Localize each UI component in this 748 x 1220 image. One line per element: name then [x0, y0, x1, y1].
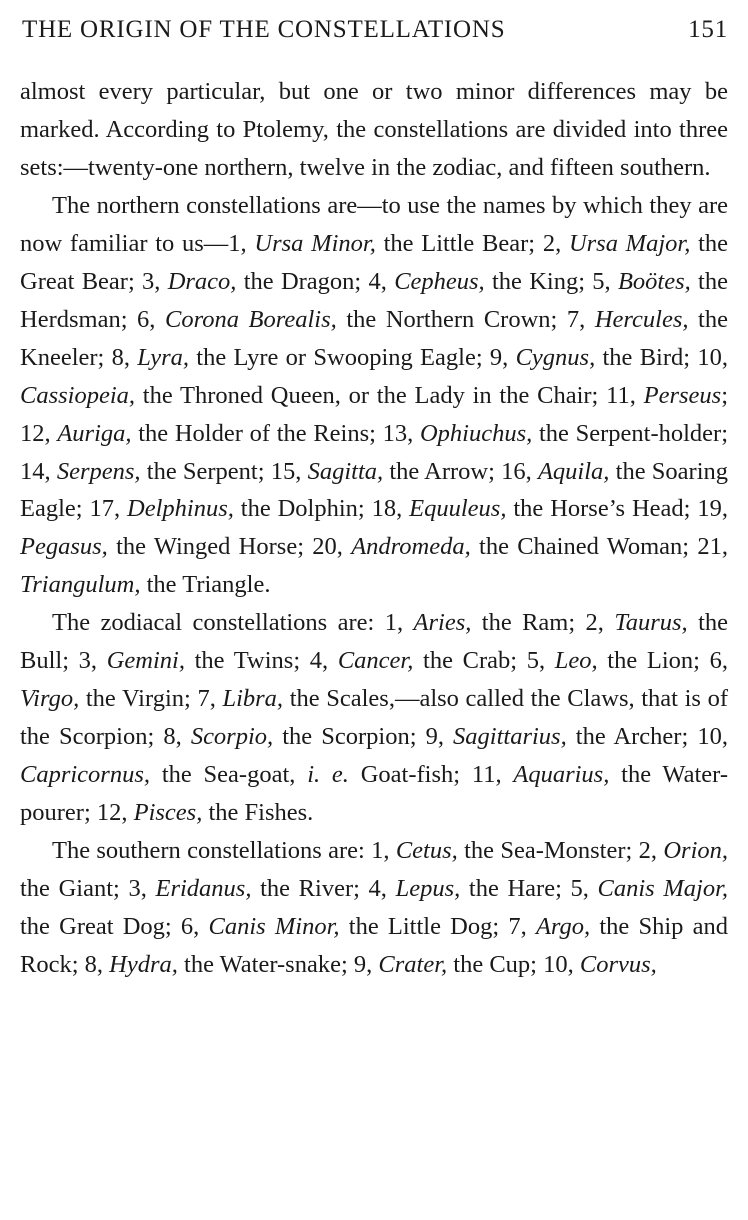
text-run: the Sea-Monster; 2, [457, 837, 664, 865]
text-run: the Water-snake; 9, [177, 950, 379, 978]
text-run: the Bull; 3, [20, 609, 728, 675]
italic-term: Ursa Minor, [254, 229, 376, 257]
italic-term: Canis Minor, [208, 912, 340, 940]
text-run: the Herdsman; 6, [20, 267, 728, 333]
italic-term: Virgo, [20, 685, 80, 713]
italic-term: Corona Borealis, [165, 305, 337, 333]
text-run: the Bird; 10, [595, 343, 728, 371]
italic-term: Aquila, [537, 457, 610, 485]
italic-term: Lepus, [395, 875, 461, 903]
text-run: the Great Bear; 3, [20, 229, 729, 295]
italic-term: Triangulum, [20, 571, 141, 599]
italic-term: Scorpio, [190, 723, 274, 751]
paragraph [20, 604, 728, 832]
italic-term: Serpens, [56, 457, 141, 485]
body-text [20, 73, 728, 984]
italic-term: Corvus, [579, 950, 657, 978]
italic-term: i. e. [307, 761, 349, 789]
text-run: the Scorpion; 9, [273, 723, 454, 751]
text-run: the Horse’s Head; 19, [506, 495, 728, 523]
text-run: the Northern Crown; 7, [336, 305, 595, 333]
text-run: the Water-pourer; 12, [20, 761, 728, 827]
italic-term: Libra, [222, 685, 284, 713]
running-title: THE ORIGIN OF THE CONSTELLATIONS [22, 16, 506, 43]
text-run: the Kneeler; 8, [20, 305, 728, 371]
italic-term: Pegasus, [20, 533, 108, 561]
text-run: the Winged Horse; 20, [107, 533, 352, 561]
italic-term: Eridanus, [155, 875, 252, 903]
text-run: the Little Dog; 7, [339, 912, 536, 940]
text-run: the Ram; 2, [471, 609, 615, 637]
italic-term: Capricornus, [20, 761, 151, 789]
italic-term: Aries, [413, 609, 472, 637]
text-run: the River; 4, [251, 875, 396, 903]
text-run: The southern constellations are: 1, [52, 837, 396, 865]
italic-term: Gemini, [106, 647, 185, 675]
text-run: the Virgin; 7, [79, 685, 223, 713]
text-run: the Giant; 3, [20, 875, 156, 903]
italic-term: Cetus, [395, 837, 458, 865]
text-run: the Little Bear; 2, [375, 229, 569, 257]
italic-term: Ursa Major, [568, 229, 691, 257]
italic-term: Sagittarius, [453, 723, 567, 751]
italic-term: Sagitta, [307, 457, 384, 485]
italic-term: Taurus, [614, 609, 688, 637]
text-run: the Lion; 6, [597, 647, 729, 675]
italic-term: Draco, [167, 267, 237, 295]
text-run: the Dolphin; 18, [233, 495, 410, 523]
italic-term: Canis Major, [597, 875, 729, 903]
text-run: The zodiacal constellations are: 1, [52, 609, 414, 637]
text-run: the Chained Woman; 21, [470, 533, 728, 561]
text-run: the Arrow; 16, [383, 457, 538, 485]
paragraph [20, 73, 728, 187]
italic-term: Auriga, [57, 419, 132, 447]
text-run: ; 12, [20, 381, 728, 447]
text-run: The northern constellations are—to use the names by which they are now familiar to us—1, [20, 191, 728, 257]
italic-term: Cepheus, [394, 267, 485, 295]
italic-term: Leo, [554, 647, 598, 675]
italic-term: Aquarius, [513, 761, 610, 789]
italic-term: Crater, [378, 950, 448, 978]
italic-term: Hydra, [109, 950, 178, 978]
text-run: the Great Dog; 6, [20, 912, 209, 940]
running-header [22, 16, 728, 56]
italic-term: Andromeda, [351, 533, 471, 561]
paragraph [20, 187, 728, 604]
text-run: the Serpent-holder; 14, [20, 419, 729, 485]
italic-term: Cygnus, [515, 343, 596, 371]
italic-term: Equuleus, [409, 495, 507, 523]
text-run: the Throned Queen, or the Lady in the Chair; 11, [135, 381, 644, 409]
text-run: almost every particular, but one or two minor differences may be marked. According to Ptolemy, the constellations are divided into three sets:—twenty-one northern, twelve in the zodiac, and fifteen southern. [20, 78, 728, 181]
text-run: the Twins; 4, [184, 647, 338, 675]
text-run: the Archer; 10, [566, 723, 728, 751]
italic-term: Orion, [663, 837, 729, 865]
paragraph [20, 832, 728, 984]
text-run: the Hare; 5, [460, 875, 598, 903]
italic-term: Delphinus, [127, 495, 234, 523]
text-run: the Ship and Rock; 8, [20, 912, 728, 978]
text-run: the Holder of the Reins; 13, [131, 419, 420, 447]
text-run: the Crab; 5, [413, 647, 555, 675]
text-run: Goat-fish; 11, [348, 761, 514, 789]
text-run: the Lyre or Swooping Eagle; 9, [188, 343, 516, 371]
text-run: the Soaring Eagle; 17, [20, 457, 729, 523]
text-run: the Dragon; 4, [236, 267, 395, 295]
italic-term: Argo, [535, 912, 591, 940]
text-run: the Scales,—also called the Claws, that is of the Scorpion; 8, [20, 685, 728, 751]
italic-term: Ophiuchus, [419, 419, 533, 447]
italic-term: Pisces, [133, 799, 203, 827]
italic-term: Perseus [643, 381, 722, 409]
italic-term: Lyra, [137, 343, 189, 371]
italic-term: Cassiopeia, [20, 381, 136, 409]
text-run: the Sea-goat, [150, 761, 308, 789]
text-run: the Fishes. [202, 799, 314, 827]
italic-term: Boötes, [617, 267, 691, 295]
text-run: the Triangle. [140, 571, 271, 599]
page-number: 151 [688, 16, 728, 43]
italic-term: Hercules, [594, 305, 689, 333]
italic-term: Cancer, [337, 647, 414, 675]
text-run: the King; 5, [484, 267, 618, 295]
text-run: the Serpent; 15, [140, 457, 308, 485]
text-run: the Cup; 10, [447, 950, 580, 978]
